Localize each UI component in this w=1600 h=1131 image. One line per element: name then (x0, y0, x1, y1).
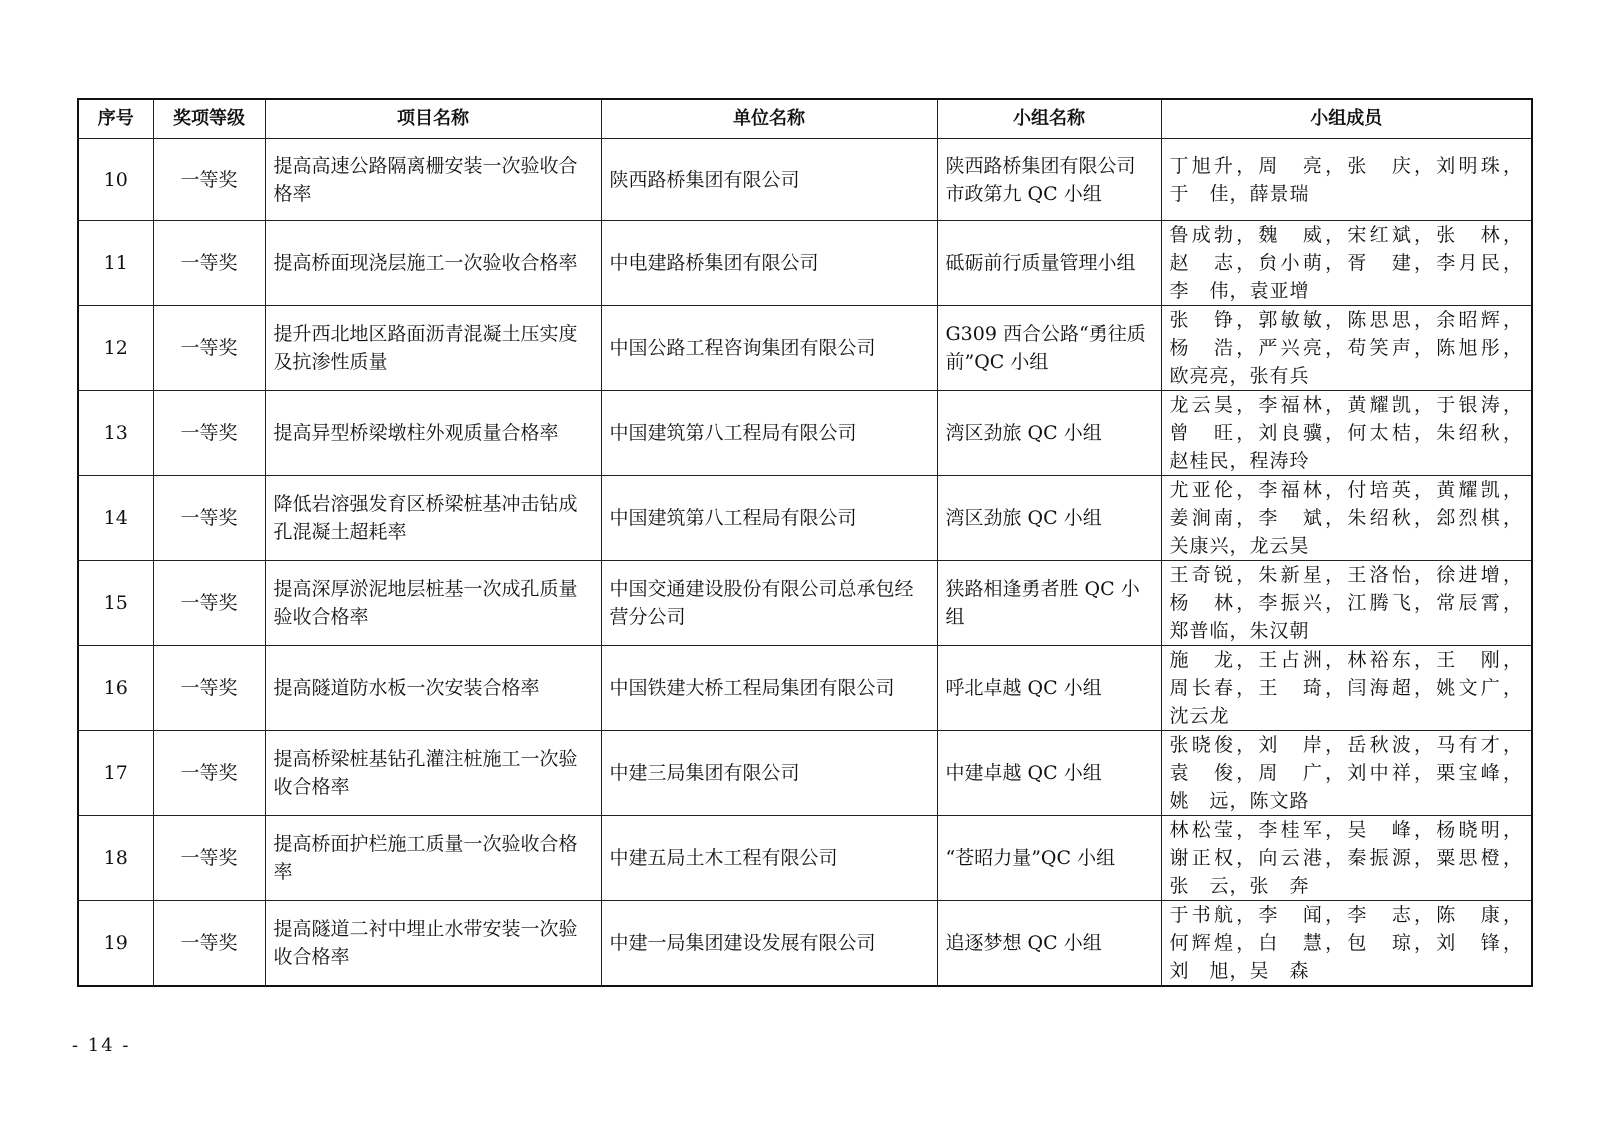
cell-project-name: 提高隧道防水板一次安装合格率 (265, 646, 601, 731)
table-row (78, 901, 1532, 987)
table-row (78, 816, 1532, 901)
member-line: 丁旭升，周 亮，张 庆，刘明珠， (1169, 154, 1523, 177)
table-row (78, 561, 1532, 646)
table-row (78, 221, 1532, 306)
cell-award-level: 一等奖 (153, 139, 265, 221)
member-line: 谢正权，向云港，秦振源，粟思橙， (1169, 847, 1523, 869)
member-line: 张晓俊，刘 岸，岳秋波，马有才， (1169, 734, 1523, 756)
table-row (78, 391, 1532, 476)
cell-group-members (1161, 139, 1532, 221)
cell-award-level: 一等奖 (153, 731, 265, 816)
member-line: 李 伟，袁亚增 (1169, 280, 1310, 302)
cell-unit-name: 中电建路桥集团有限公司 (601, 221, 937, 306)
cell-project-name: 提高桥梁桩基钻孔灌注桩施工一次验收合格率 (265, 731, 601, 816)
header-project: 项目名称 (265, 99, 601, 139)
member-line: 施 龙，王占洲，林裕东，王 刚， (1169, 649, 1523, 671)
cell-unit-name: 陕西路桥集团有限公司 (601, 139, 937, 221)
cell-group-members (1161, 306, 1532, 391)
cell-unit-name: 中建一局集团建设发展有限公司 (601, 901, 937, 987)
table-row (78, 476, 1532, 561)
cell-no: 18 (78, 816, 153, 901)
cell-unit-name: 中国铁建大桥工程局集团有限公司 (601, 646, 937, 731)
header-row (78, 99, 1532, 139)
cell-unit-name: 中国交通建设股份有限公司总承包经营分公司 (601, 561, 937, 646)
cell-group-members (1161, 561, 1532, 646)
cell-award-level: 一等奖 (153, 306, 265, 391)
cell-group-members (1161, 816, 1532, 901)
table-row (78, 731, 1532, 816)
table-body (78, 139, 1532, 987)
cell-group-members (1161, 901, 1532, 987)
member-line: 鲁成勃，魏 威，宋红斌，张 林， (1169, 224, 1523, 246)
table-row (78, 139, 1532, 221)
cell-group-members (1161, 391, 1532, 476)
cell-group-name: 湾区劲旅 QC 小组 (937, 391, 1161, 476)
cell-unit-name: 中国公路工程咨询集团有限公司 (601, 306, 937, 391)
cell-award-level: 一等奖 (153, 901, 265, 987)
page-number: - 14 - (72, 1035, 131, 1056)
member-line: 周长春，王 琦，闫海超，姚文广， (1169, 677, 1523, 699)
cell-group-name: 湾区劲旅 QC 小组 (937, 476, 1161, 561)
cell-project-name: 提高隧道二衬中埋止水带安装一次验收合格率 (265, 901, 601, 987)
cell-project-name: 提高深厚淤泥地层桩基一次成孔质量验收合格率 (265, 561, 601, 646)
member-line: 姚 远，陈文路 (1169, 790, 1310, 812)
header-level: 奖项等级 (153, 99, 265, 139)
cell-award-level: 一等奖 (153, 646, 265, 731)
cell-no: 19 (78, 901, 153, 987)
cell-award-level: 一等奖 (153, 561, 265, 646)
member-line: 欧亮亮，张有兵 (1169, 365, 1310, 387)
header-unit: 单位名称 (601, 99, 937, 139)
member-line: 杨 浩，严兴亮，苟笑声，陈旭彤， (1169, 337, 1523, 359)
header-members: 小组成员 (1161, 99, 1532, 139)
member-line: 关康兴，龙云昊 (1169, 535, 1310, 557)
cell-no: 10 (78, 139, 153, 221)
cell-award-level: 一等奖 (153, 391, 265, 476)
cell-group-name: 呼北卓越 QC 小组 (937, 646, 1161, 731)
cell-group-name: 砥砺前行质量管理小组 (937, 221, 1161, 306)
cell-group-name: “苍昭力量”QC 小组 (937, 816, 1161, 901)
member-line: 于 佳，薛景瑞 (1169, 182, 1310, 205)
cell-group-name: 中建卓越 QC 小组 (937, 731, 1161, 816)
member-line: 何辉煌，白 慧，包 琼，刘 锋， (1169, 932, 1523, 954)
member-line: 沈云龙 (1169, 705, 1230, 727)
award-table (77, 98, 1533, 987)
member-line: 林松莹，李桂军，吴 峰，杨晓明， (1169, 819, 1523, 841)
cell-no: 12 (78, 306, 153, 391)
member-line: 曾 旺，刘良骥，何太桔，朱绍秋， (1169, 422, 1523, 444)
cell-unit-name: 中国建筑第八工程局有限公司 (601, 391, 937, 476)
member-line: 赵桂民，程涛玲 (1169, 450, 1310, 472)
cell-project-name: 提高异型桥梁墩柱外观质量合格率 (265, 391, 601, 476)
cell-no: 11 (78, 221, 153, 306)
cell-unit-name: 中国建筑第八工程局有限公司 (601, 476, 937, 561)
cell-no: 17 (78, 731, 153, 816)
cell-unit-name: 中建三局集团有限公司 (601, 731, 937, 816)
table-row (78, 306, 1532, 391)
table-row (78, 646, 1532, 731)
cell-unit-name: 中建五局土木工程有限公司 (601, 816, 937, 901)
cell-award-level: 一等奖 (153, 476, 265, 561)
cell-group-members (1161, 221, 1532, 306)
cell-project-name: 提高桥面现浇层施工一次验收合格率 (265, 221, 601, 306)
member-line: 郑普临，朱汉朝 (1169, 620, 1310, 642)
cell-project-name: 提高高速公路隔离栅安装一次验收合格率 (265, 139, 601, 221)
header-no: 序号 (78, 99, 153, 139)
cell-group-name: 陕西路桥集团有限公司市政第九 QC 小组 (937, 139, 1161, 221)
member-line: 张 云，张 奔 (1169, 875, 1310, 897)
member-line: 王奇锐，朱新星，王洛怡，徐进增， (1169, 564, 1523, 586)
cell-group-members (1161, 646, 1532, 731)
cell-no: 14 (78, 476, 153, 561)
member-line: 于书航，李 闻，李 志，陈 康， (1169, 904, 1523, 926)
member-line: 尤亚伦，李福林，付培英，黄耀凯， (1169, 479, 1523, 501)
member-line: 龙云昊，李福林，黄耀凯，于银涛， (1169, 394, 1523, 416)
cell-group-members (1161, 731, 1532, 816)
cell-award-level: 一等奖 (153, 221, 265, 306)
cell-group-name: G309 西合公路“勇往质前”QC 小组 (937, 306, 1161, 391)
cell-project-name: 降低岩溶强发育区桥梁桩基冲击钻成孔混凝土超耗率 (265, 476, 601, 561)
member-line: 袁 俊，周 广，刘中祥，栗宝峰， (1169, 762, 1523, 784)
cell-group-members (1161, 476, 1532, 561)
member-line: 刘 旭，吴 森 (1169, 960, 1310, 982)
member-line: 姜涧南，李 斌，朱绍秋，郐烈棋， (1169, 507, 1523, 529)
member-line: 杨 林，李振兴，江腾飞，常辰霄， (1169, 592, 1523, 614)
header-group: 小组名称 (937, 99, 1161, 139)
cell-no: 16 (78, 646, 153, 731)
cell-no: 15 (78, 561, 153, 646)
member-line: 赵 志，贠小萌，胥 建，李月民， (1169, 252, 1523, 274)
cell-project-name: 提升西北地区路面沥青混凝土压实度及抗渗性质量 (265, 306, 601, 391)
cell-award-level: 一等奖 (153, 816, 265, 901)
cell-group-name: 狭路相逢勇者胜 QC 小组 (937, 561, 1161, 646)
member-line: 张 铮，郭敏敏，陈思思，余昭辉， (1169, 309, 1523, 331)
cell-no: 13 (78, 391, 153, 476)
cell-project-name: 提高桥面护栏施工质量一次验收合格率 (265, 816, 601, 901)
cell-group-name: 追逐梦想 QC 小组 (937, 901, 1161, 987)
